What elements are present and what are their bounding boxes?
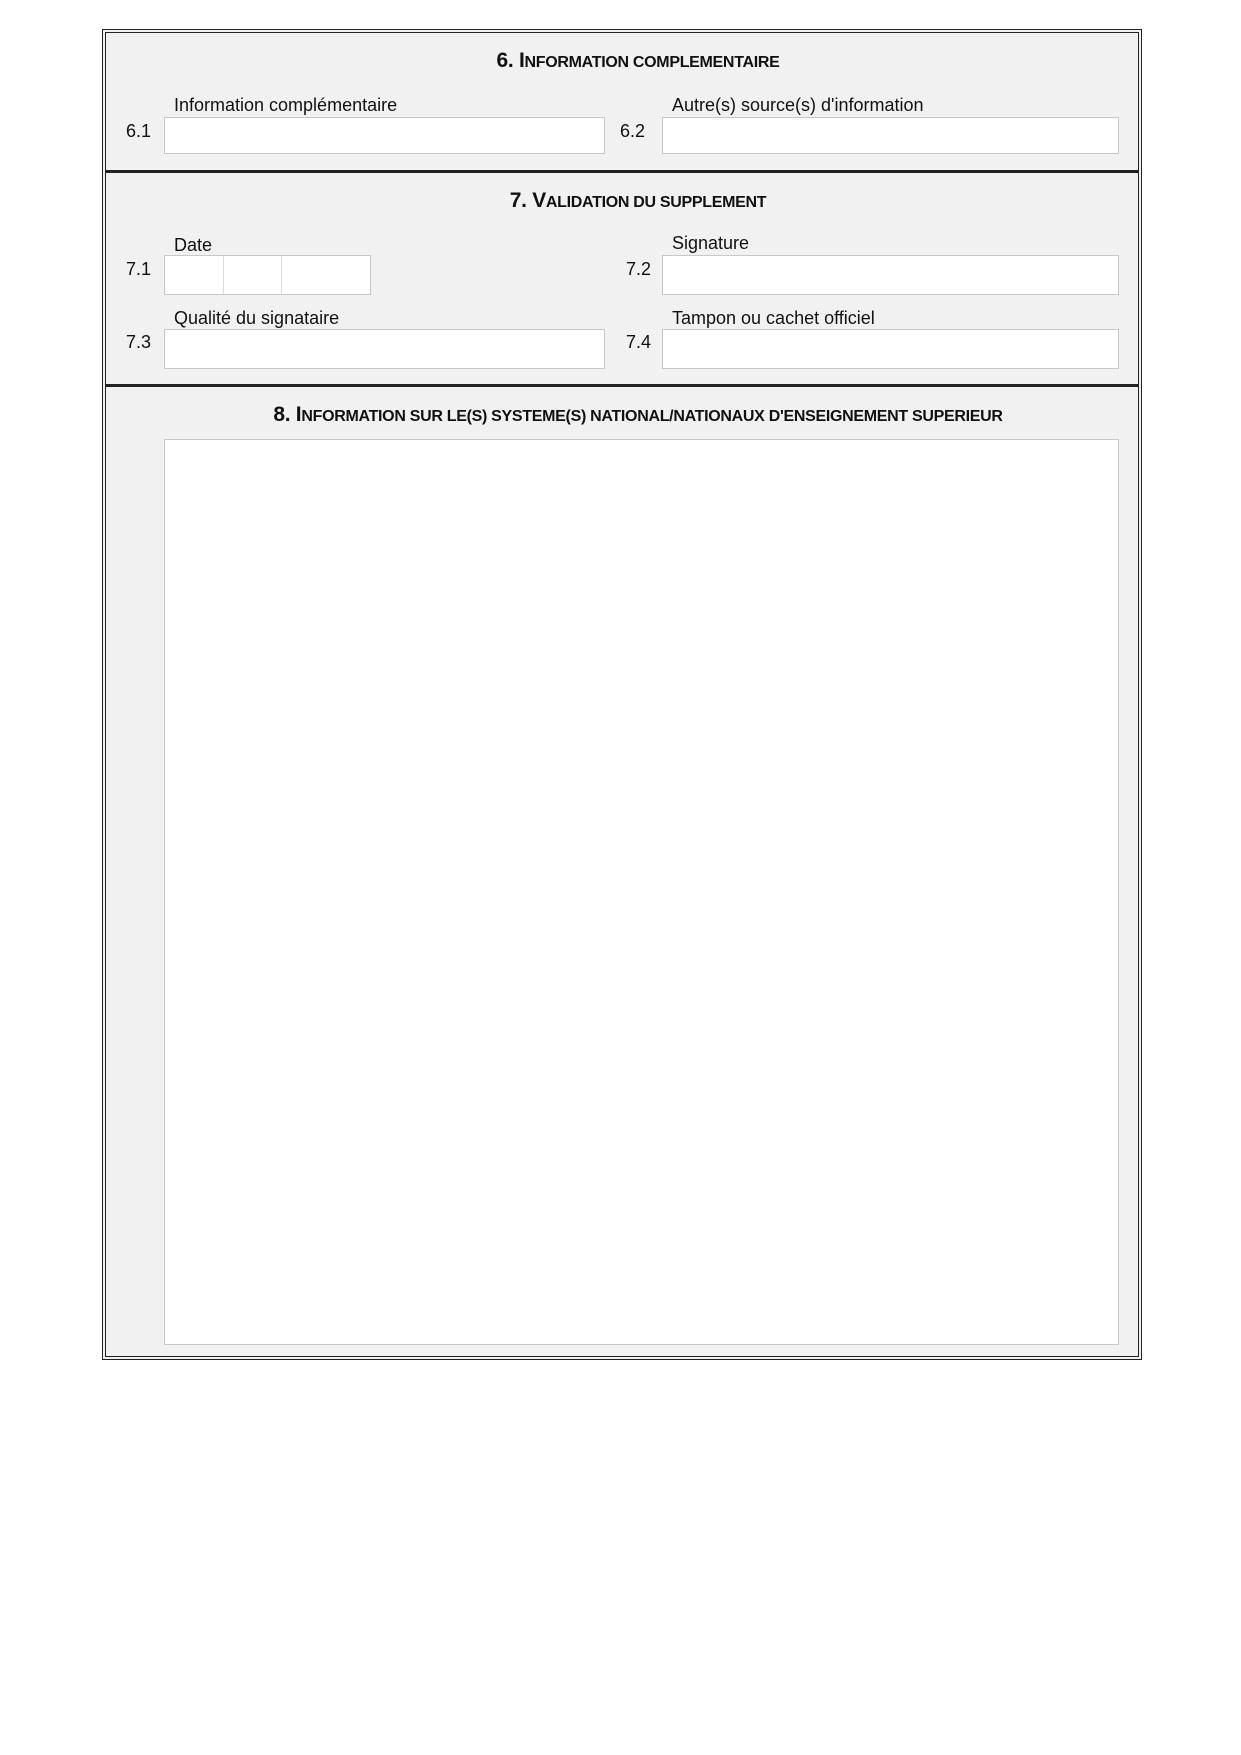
form-frame	[102, 29, 1142, 1360]
field-7-4-number: 7.4	[626, 332, 652, 352]
section-divider-6-7	[106, 170, 1138, 173]
section-8-content-area[interactable]	[164, 439, 1119, 1345]
section-7-title	[166, 189, 1110, 213]
field-7-3-label: Qualité du signataire	[174, 308, 340, 328]
section-6-title	[166, 49, 1110, 73]
field-7-4-label: Tampon ou cachet officiel	[672, 308, 875, 328]
section-8-number: 8.	[273, 403, 291, 426]
section-7-title-text: ALIDATION DU SUPPLEMENT	[545, 194, 767, 211]
field-7-2-number: 7.2	[626, 259, 652, 279]
date-day-cell[interactable]	[165, 256, 224, 294]
section-8-title	[166, 403, 1110, 427]
section-divider-7-8	[106, 384, 1138, 387]
field-6-1-number: 6.1	[126, 121, 152, 141]
field-6-2-input[interactable]	[662, 117, 1119, 154]
section-6-number: 6.	[496, 49, 514, 72]
section-6-title-initial: I	[518, 49, 525, 72]
field-7-1-number: 7.1	[126, 259, 152, 279]
section-7-number: 7.	[509, 189, 527, 212]
section-8-title-initial: I	[295, 403, 302, 426]
field-7-2-signature-input[interactable]	[662, 255, 1119, 295]
field-7-4-input[interactable]	[662, 329, 1119, 369]
field-6-1-input[interactable]	[164, 117, 605, 154]
field-6-2-label: Autre(s) source(s) d'information	[672, 95, 924, 115]
field-6-2-number: 6.2	[620, 121, 646, 141]
field-7-3-number: 7.3	[126, 332, 152, 352]
field-7-2-label: Signature	[672, 233, 750, 253]
field-7-3-input[interactable]	[164, 329, 605, 369]
field-7-1-date-input[interactable]	[164, 255, 371, 295]
field-6-1-label: Information complémentaire	[174, 95, 398, 115]
field-7-1-label: Date	[174, 235, 213, 255]
section-8-title-text: NFORMATION SUR LE(S) SYSTEME(S) NATIONAL/NATIONAUX D'ENSEIGNEMENT SUPERIEUR	[301, 408, 1003, 425]
section-7-title-initial: V	[532, 189, 546, 212]
section-6-title-text: NFORMATION COMPLEMENTAIRE	[524, 54, 780, 71]
date-month-cell[interactable]	[223, 256, 282, 294]
